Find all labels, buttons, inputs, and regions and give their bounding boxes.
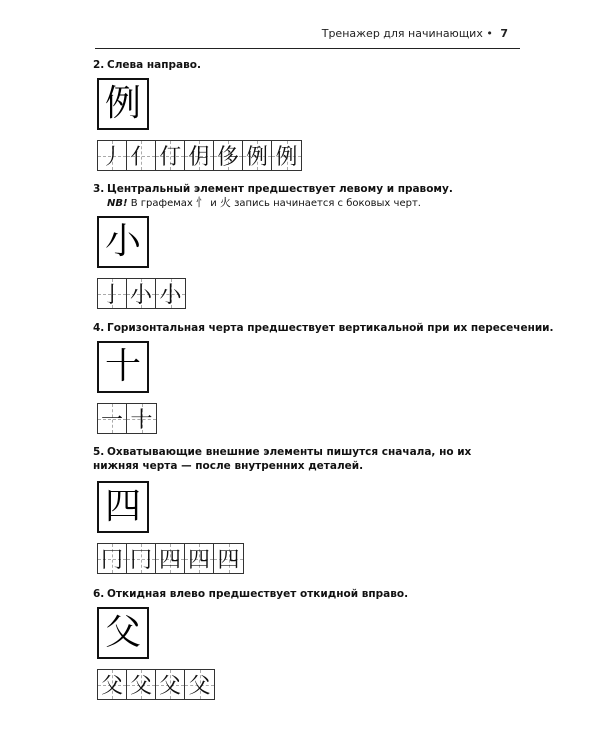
stroke-step-cell: 四 [185,544,214,573]
rule-text: Охватывающие внешние элементы пишутся сначала, но их нижняя черта — после внутренних деталей. [93,446,472,472]
stroke-step-cell: 父 [127,670,156,699]
stroke-step-cell: 仃 [156,141,185,170]
rule-title [93,587,523,601]
rule-title [93,182,523,196]
rule-title [93,58,523,72]
example-character: 四 [104,486,141,527]
example-character-box [97,481,149,533]
stroke-order-cells [97,669,215,700]
stroke-step-cell: 父 [156,670,185,699]
stroke-step-cell: 小 [156,279,185,308]
stroke-step-cell: 仴 [185,141,214,170]
rule-number: 3. [93,183,105,195]
stroke-order-cells [97,543,244,574]
rule-note: NB! В графемах 忄 и 火 запись начинается с боковых черт. [107,196,421,209]
stroke-order-cells [97,403,157,434]
stroke-step-cell: 十 [127,404,156,433]
example-character-box [97,78,149,130]
stroke-step-cell: 父 [98,670,127,699]
stroke-step-cell: 丿 [98,141,127,170]
rule-text: Откидная влево предшествует откидной вправо. [107,588,409,600]
stroke-order-cells [97,278,186,309]
example-character: 小 [104,221,141,262]
stroke-step-cell: 一 [98,404,127,433]
stroke-step-cell: 父 [185,670,214,699]
stroke-order-cells [97,140,302,171]
rule-text: Слева направо. [107,59,201,71]
nb-label: NB! [107,198,128,209]
rule-title [93,445,518,473]
book-title: Тренажер для начинающих [321,27,483,40]
stroke-step-cell: 冂 [98,544,127,573]
example-character: 例 [104,83,141,124]
note-glyph: 忄 [196,196,207,209]
rule-text: Горизонтальная черта предшествует вертикальной при их пересечении. [107,322,554,334]
rule-section-3 [93,182,523,308]
stroke-step-cell: 例 [272,141,301,170]
example-character: 父 [104,612,141,653]
rule-section-2 [93,58,523,170]
stroke-step-cell: 冂 [127,544,156,573]
stroke-step-cell: 亻 [127,141,156,170]
rule-text: Центральный элемент предшествует левому и правому. [107,183,453,195]
running-header [322,27,508,40]
rule-section-6 [93,587,523,699]
example-character: 十 [104,346,141,387]
example-character-box [97,607,149,659]
rule-number: 4. [93,322,105,334]
example-character-box [97,216,149,268]
page-header [95,22,520,49]
stroke-step-cell: 四 [156,544,185,573]
rule-number: 6. [93,588,105,600]
example-character-box [97,341,149,393]
stroke-step-cell: 侈 [214,141,243,170]
note-glyph: 火 [219,196,231,209]
stroke-step-cell: 四 [214,544,243,573]
rule-title [93,321,554,335]
rule-section-5 [93,445,523,573]
page-number: 7 [500,27,508,40]
header-bullet: • [486,27,493,40]
stroke-step-cell: 例 [243,141,272,170]
rule-number: 2. [93,59,105,71]
rule-number: 5. [93,446,105,458]
stroke-step-cell: 亅 [98,279,127,308]
rule-section-4 [93,321,554,433]
stroke-step-cell: 小 [127,279,156,308]
